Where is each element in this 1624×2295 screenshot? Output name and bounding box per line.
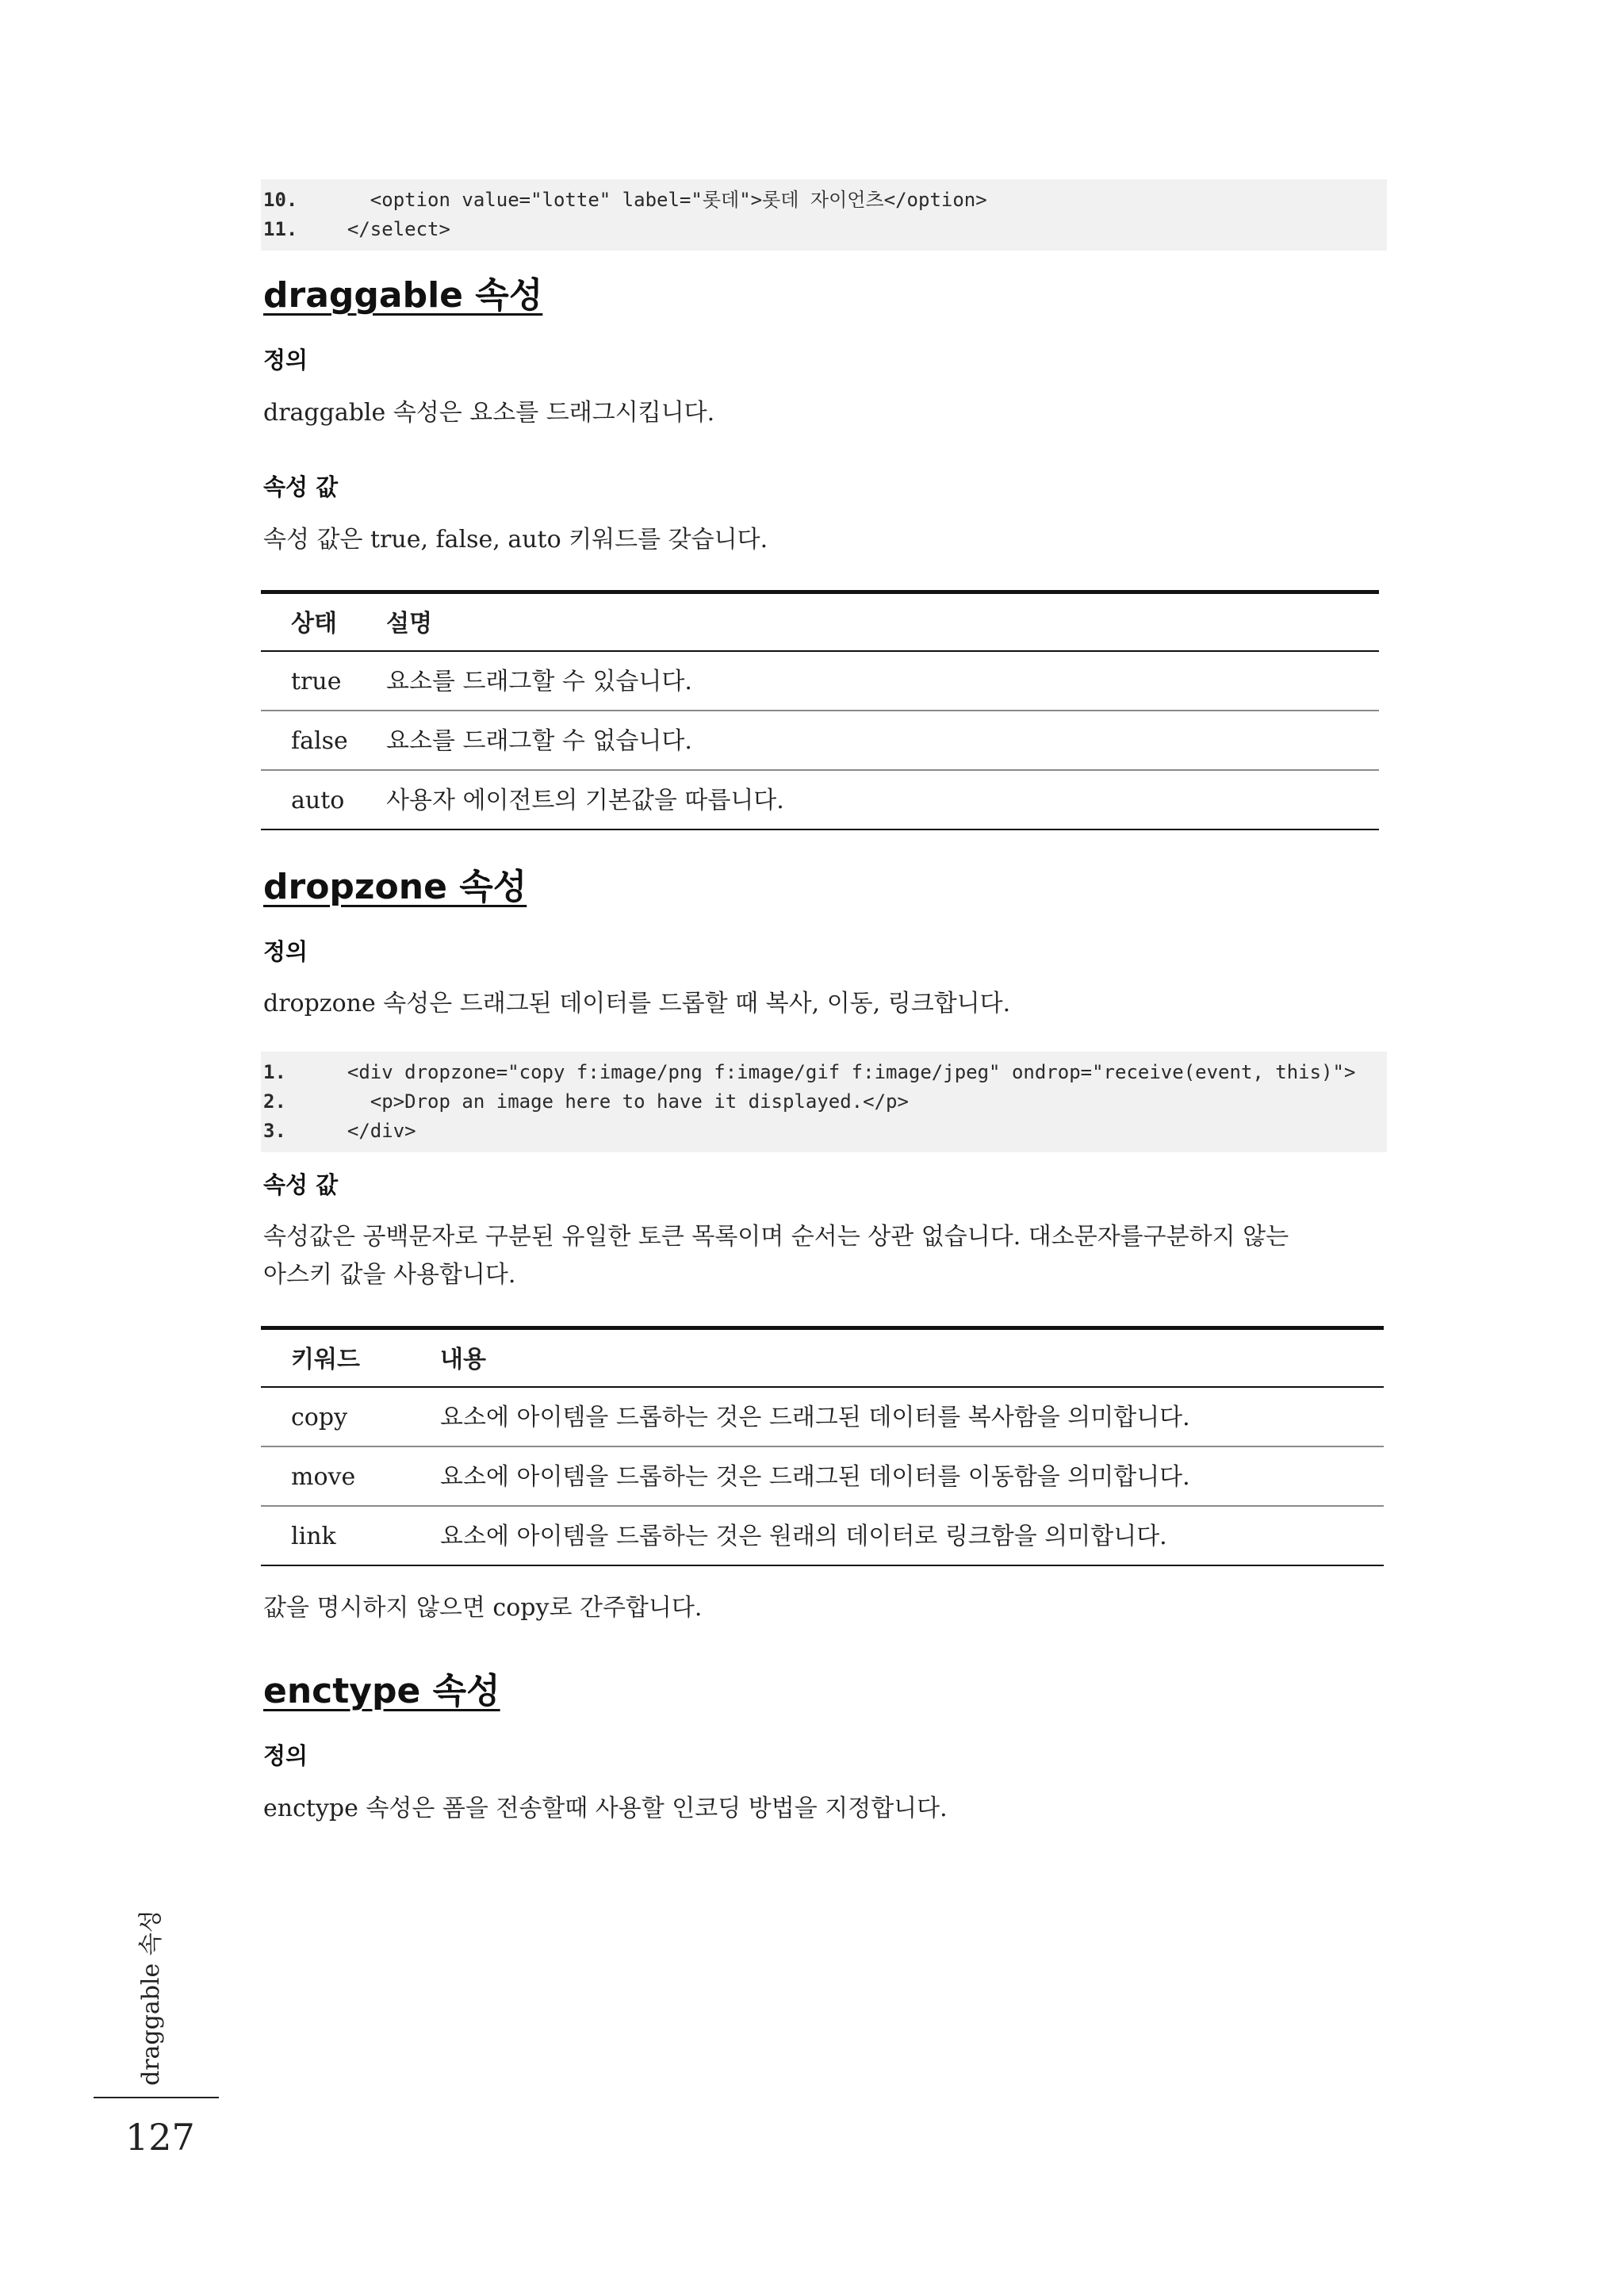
code-block-select-end <box>261 179 1387 251</box>
table-cell-desc: 요소를 드래그할 수 있습니다. <box>386 668 692 695</box>
definition-text: draggable 속성은 요소를 드래그시킵니다. <box>263 399 715 427</box>
line-number: 1. <box>263 1061 286 1083</box>
line-number: 3. <box>263 1120 286 1142</box>
section-heading-dropzone: dropzone 속성 <box>263 867 527 907</box>
attribute-value-label: 속성 값 <box>263 1171 339 1198</box>
table-cell-key: move <box>291 1463 356 1491</box>
section-heading-enctype: enctype 속성 <box>263 1671 500 1711</box>
table-cell-desc: 요소에 아이템을 드롭하는 것은 원래의 데이터로 링크함을 의미합니다. <box>440 1523 1167 1550</box>
code-text: <div dropzone="copy f:image/png f:image/gif f:image/jpeg" ondrop="receive(event, this)"> <box>324 1061 1356 1083</box>
table-header-content: 내용 <box>440 1346 486 1374</box>
definition-label: 정의 <box>263 347 308 374</box>
table-cell-key: false <box>291 727 348 755</box>
code-line <box>261 186 1387 215</box>
table-cell-desc: 요소에 아이템을 드롭하는 것은 드래그된 데이터를 복사함을 의미합니다. <box>440 1404 1190 1431</box>
code-text: </select> <box>324 218 450 240</box>
table-row <box>261 771 1379 830</box>
line-number: 11. <box>263 218 298 240</box>
default-value-note: 값을 명시하지 않으면 copy로 간주합니다. <box>263 1594 703 1622</box>
table-cell-desc: 요소를 드래그할 수 없습니다. <box>386 727 692 755</box>
code-line <box>261 1058 1387 1087</box>
chapter-side-label: draggable 속성 <box>137 1910 165 2086</box>
code-block-dropzone <box>261 1052 1387 1152</box>
table-row <box>261 711 1379 771</box>
attribute-value-label: 속성 값 <box>263 473 339 500</box>
table-row <box>261 1507 1384 1566</box>
page-number-rule <box>94 2097 219 2098</box>
definition-text: dropzone 속성은 드래그된 데이터를 드롭할 때 복사, 이동, 링크합니다. <box>263 990 1011 1017</box>
code-line <box>261 215 1387 244</box>
table-cell-key: copy <box>291 1404 348 1431</box>
definition-label: 정의 <box>263 1742 308 1769</box>
code-line <box>261 1117 1387 1146</box>
draggable-values-table <box>261 590 1379 830</box>
code-text: </div> <box>324 1120 416 1142</box>
table-header-description: 설명 <box>386 610 432 638</box>
table-header-row <box>261 1330 1384 1388</box>
section-heading-draggable: draggable 속성 <box>263 275 543 316</box>
table-cell-key: auto <box>291 787 345 814</box>
definition-label: 정의 <box>263 938 308 965</box>
code-line <box>261 1087 1387 1117</box>
table-header-row <box>261 594 1379 652</box>
table-cell-desc: 요소에 아이템을 드롭하는 것은 드래그된 데이터를 이동함을 의미합니다. <box>440 1463 1190 1491</box>
table-row <box>261 1388 1384 1447</box>
table-cell-key: link <box>291 1523 336 1550</box>
attribute-value-text-line1: 속성값은 공백문자로 구분된 유일한 토큰 목록이며 순서는 상관 없습니다. 대소문자를구분하지 않는 <box>263 1223 1289 1251</box>
table-row <box>261 652 1379 711</box>
table-cell-desc: 사용자 에이전트의 기본값을 따릅니다. <box>386 787 784 814</box>
line-number: 2. <box>263 1090 286 1113</box>
definition-text: enctype 속성은 폼을 전송할때 사용할 인코딩 방법을 지정합니다. <box>263 1795 948 1822</box>
dropzone-keywords-table <box>261 1326 1384 1566</box>
table-cell-key: true <box>291 668 342 695</box>
table-header-state: 상태 <box>291 610 337 638</box>
table-header-keyword: 키워드 <box>291 1346 360 1374</box>
code-text: <option value="lotte" label="롯데">롯데 자이언츠</option> <box>324 189 987 211</box>
attribute-value-text-line2: 아스키 값을 사용합니다. <box>263 1261 516 1289</box>
attribute-value-text: 속성 값은 true, false, auto 키워드를 갖습니다. <box>263 526 768 554</box>
line-number: 10. <box>263 189 298 211</box>
code-text: <p>Drop an image here to have it displayed.</p> <box>324 1090 909 1113</box>
page-number: 127 <box>125 2116 195 2159</box>
table-row <box>261 1447 1384 1507</box>
